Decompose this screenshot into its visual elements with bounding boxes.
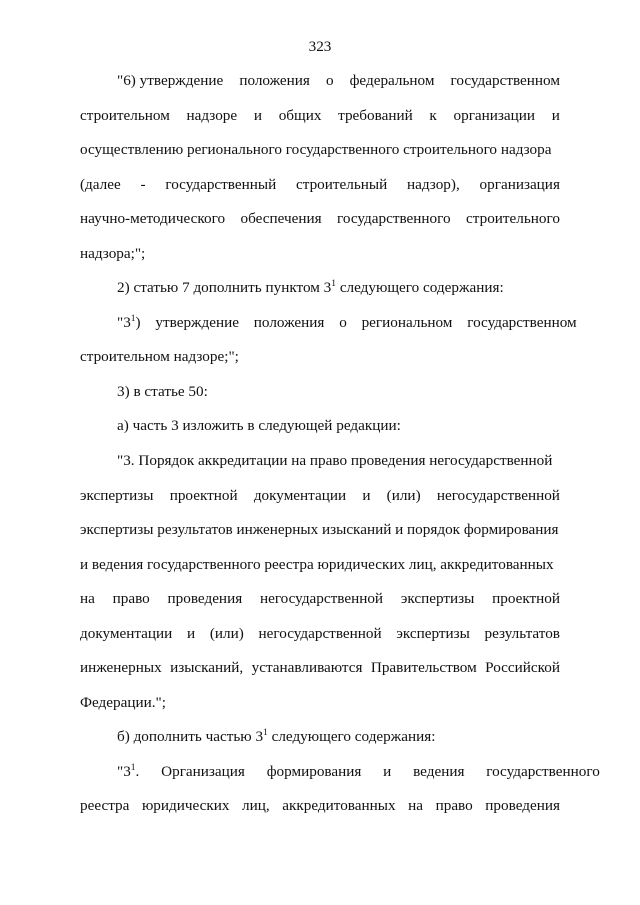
word: положения xyxy=(239,72,310,89)
word: и xyxy=(253,107,262,124)
word: устанавливаются xyxy=(251,659,363,676)
word: (или) xyxy=(386,487,421,504)
word: реестра xyxy=(80,797,130,814)
word: общих xyxy=(278,107,322,124)
text-segment: . Организация формирования и ведения государственного xyxy=(135,763,600,780)
text-line: и ведения государственного реестра юридических лиц, аккредитованных xyxy=(80,556,554,573)
text-segment: ) утверждение положения о региональном государственном xyxy=(135,314,577,331)
page-number: 323 xyxy=(308,38,332,55)
word: научно-методического xyxy=(80,210,226,227)
text-segment: "3 xyxy=(117,314,131,331)
text-segment: 2) статью 7 дополнить пунктом 3 xyxy=(117,279,332,296)
word: экспертизы xyxy=(400,590,475,607)
word: федеральном xyxy=(349,72,435,89)
word: негосударственной xyxy=(259,590,384,607)
word: "6) утверждение xyxy=(117,72,224,89)
word: проектной xyxy=(169,487,238,504)
word: (далее xyxy=(80,176,121,193)
text-line: осуществлению регионального государственного строительного надзора xyxy=(80,141,552,158)
word: (или) xyxy=(209,625,244,642)
word: строительного xyxy=(466,210,560,227)
word: и xyxy=(362,487,371,504)
text-line: а) часть 3 изложить в следующей редакции: xyxy=(117,417,401,434)
word: юридических xyxy=(141,797,230,814)
word: государственном xyxy=(450,72,560,89)
word: документации xyxy=(253,487,347,504)
word: обеспечения xyxy=(240,210,322,227)
word: надзор), xyxy=(407,176,460,193)
text-segment: "3 xyxy=(117,763,131,780)
word: - xyxy=(140,176,146,193)
text-line xyxy=(80,590,560,608)
text-line: "3. Порядок аккредитации на право проведения негосударственной xyxy=(117,452,553,469)
word: инженерных xyxy=(80,659,162,676)
superscript: 1 xyxy=(263,728,268,738)
word: Российской xyxy=(485,659,560,676)
word: изысканий, xyxy=(170,659,244,676)
word: Правительством xyxy=(370,659,477,676)
word: негосударственной xyxy=(258,625,382,642)
word: проведения xyxy=(167,590,243,607)
text-line xyxy=(117,279,560,297)
text-segment: б) дополнить частью 3 xyxy=(117,728,264,745)
text-segment: следующего содержания: xyxy=(336,279,504,296)
word: о xyxy=(325,72,334,89)
word: результатов xyxy=(484,625,560,642)
text-line: надзора;"; xyxy=(80,245,146,262)
word: организации xyxy=(453,107,536,124)
word: негосударственной xyxy=(436,487,560,504)
word: государственного xyxy=(337,210,451,227)
word: право xyxy=(435,797,473,814)
text-line xyxy=(80,487,560,505)
text-line xyxy=(117,763,600,781)
text-line: строительном надзоре;"; xyxy=(80,348,239,365)
word: лиц, xyxy=(242,797,270,814)
word: и xyxy=(551,107,560,124)
word: на xyxy=(80,590,95,607)
word: строительном xyxy=(80,107,170,124)
text-line xyxy=(80,659,560,677)
superscript: 1 xyxy=(130,763,136,773)
text-line: Федерации."; xyxy=(80,694,166,711)
text-line xyxy=(80,797,560,815)
word: проведения xyxy=(485,797,560,814)
word: право xyxy=(112,590,150,607)
text-line xyxy=(80,176,560,194)
word: проектной xyxy=(492,590,560,607)
text-line xyxy=(80,107,560,125)
text-line: 3) в статье 50: xyxy=(117,383,208,400)
text-line xyxy=(117,72,560,90)
text-line xyxy=(117,314,577,332)
word: строительный xyxy=(296,176,388,193)
text-segment: следующего содержания: xyxy=(267,728,436,745)
text-line: экспертизы результатов инженерных изысканий и порядок формирования xyxy=(80,521,559,538)
word: аккредитованных xyxy=(282,797,396,814)
word: экспертизы xyxy=(80,487,154,504)
text-line xyxy=(80,625,560,643)
text-line xyxy=(80,210,560,228)
word: государственный xyxy=(165,176,277,193)
superscript: 1 xyxy=(130,314,136,324)
word: на xyxy=(408,797,424,814)
word: и xyxy=(187,625,196,642)
word: документации xyxy=(80,625,173,642)
word: к xyxy=(429,107,437,124)
word: экспертизы xyxy=(396,625,470,642)
word: требований xyxy=(338,107,413,124)
superscript: 1 xyxy=(331,279,337,289)
word: организация xyxy=(479,176,560,193)
text-line xyxy=(117,728,560,746)
word: надзоре xyxy=(186,107,238,124)
